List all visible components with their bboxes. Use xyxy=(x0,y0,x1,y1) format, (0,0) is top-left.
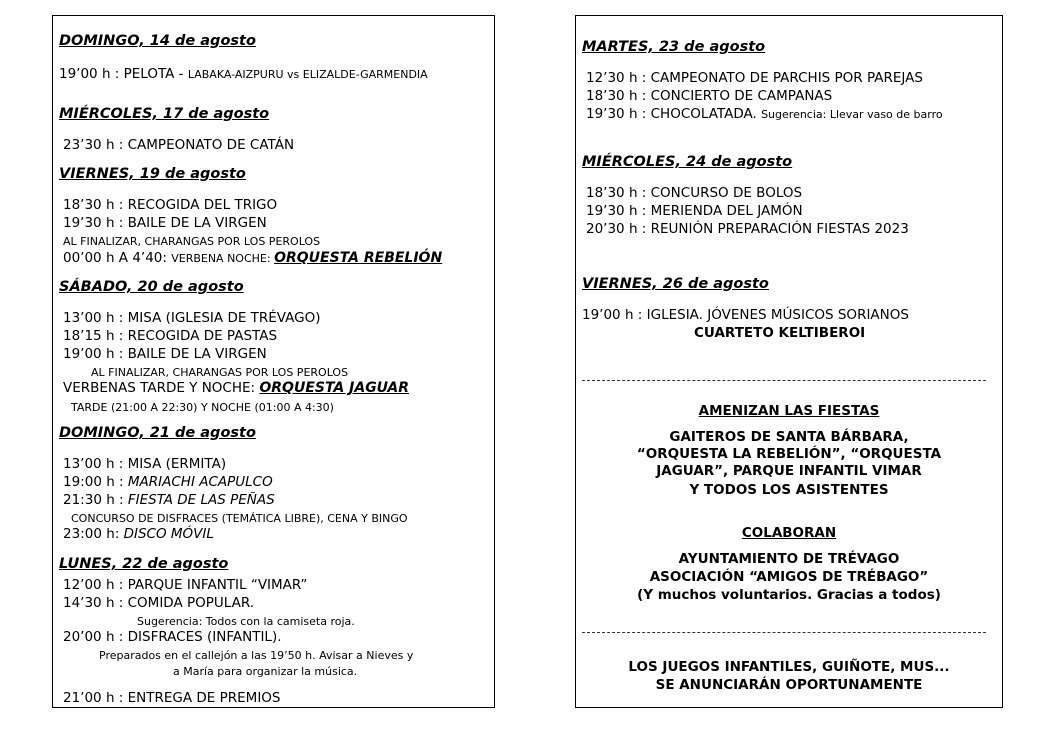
event-line: 23’30 h : CAMPEONATO DE CATÁN xyxy=(63,137,295,153)
event-line: 00’00 h A 4’40: VERBENA NOCHE: ORQUESTA REBELIÓN xyxy=(63,250,443,266)
event-line: 13’00 h : MISA (ERMITA) xyxy=(63,456,227,472)
event-line: 19’30 h : CHOCOLATADA. Sugerencia: Llevar vaso de barro xyxy=(586,106,943,122)
colaboran-line: AYUNTAMIENTO DE TRÉVAGO xyxy=(678,551,900,567)
event-line: 18’30 h : RECOGIDA DEL TRIGO xyxy=(63,197,278,213)
event-line: 13’00 h : MISA (IGLESIA DE TRÉVAGO) xyxy=(63,310,321,326)
event-note: AL FINALIZAR, CHARANGAS POR LOS PEROLOS xyxy=(63,235,321,248)
event-note: TARDE (21:00 A 22:30) Y NOCHE (01:00 A 4:30) xyxy=(71,401,334,414)
amenizan-line: JAGUAR”, PARQUE INFANTIL VIMAR xyxy=(656,463,922,479)
day-heading-24: MIÉRCOLES, 24 de agosto xyxy=(582,154,793,170)
event-note: Sugerencia: Todos con la camiseta roja. xyxy=(137,615,355,628)
orquesta-rebelion-label: ORQUESTA REBELIÓN xyxy=(274,250,443,266)
amenizan-line: “ORQUESTA LA REBELIÓN”, “ORQUESTA xyxy=(636,446,942,462)
left-program-panel xyxy=(52,15,495,708)
event-line: 12’30 h : CAMPEONATO DE PARCHIS POR PAREJAS xyxy=(586,70,923,86)
day-heading-17: MIÉRCOLES, 17 de agosto xyxy=(59,106,270,122)
event-line: 19’00 h : BAILE DE LA VIRGEN xyxy=(63,346,267,362)
event-note: Preparados en el callejón a las 19’50 h. Avisar a Nieves y xyxy=(99,649,414,662)
colaboran-line: ASOCIACIÓN “AMIGOS DE TRÉBAGO” xyxy=(649,569,929,585)
day-heading-22: LUNES, 22 de agosto xyxy=(59,556,229,572)
event-line: 20’00 h : DISFRACES (INFANTIL). xyxy=(63,629,282,645)
day-heading-19: VIERNES, 19 de agosto xyxy=(59,166,246,182)
amenizan-line: Y TODOS LOS ASISTENTES xyxy=(689,482,889,498)
day-heading-14: DOMINGO, 14 de agosto xyxy=(59,33,256,49)
event-note: a María para organizar la música. xyxy=(173,665,358,678)
event-line: 21’00 h : ENTREGA DE PREMIOS xyxy=(63,690,281,706)
event-line: 19:00 h : MARIACHI ACAPULCO xyxy=(63,474,273,490)
event-line: 19’00 h : PELOTA - LABAKA-AIZPURU vs ELIZALDE-GARMENDIA xyxy=(59,66,428,82)
event-line: CUARTETO KELTIBEROI xyxy=(694,325,866,341)
amenizan-title: AMENIZAN LAS FIESTAS xyxy=(698,403,880,419)
event-note: CONCURSO DE DISFRACES (TEMÁTICA LIBRE), CENA Y BINGO xyxy=(71,512,408,525)
event-line: 18’30 h : CONCIERTO DE CAMPANAS xyxy=(586,88,833,104)
orquesta-jaguar-label: ORQUESTA JAGUAR xyxy=(259,380,410,396)
event-line: 21:30 h : FIESTA DE LAS PEÑAS xyxy=(63,492,275,508)
day-heading-20: SÁBADO, 20 de agosto xyxy=(59,279,244,295)
event-note: AL FINALIZAR, CHARANGAS POR LOS PEROLOS xyxy=(91,366,349,379)
day-heading-26: VIERNES, 26 de agosto xyxy=(582,276,769,292)
event-line: 12’00 h : PARQUE INFANTIL “VIMAR” xyxy=(63,577,308,593)
event-line: 23:00 h: DISCO MÓVIL xyxy=(63,526,214,542)
event-line: 18’30 h : CONCURSO DE BOLOS xyxy=(586,185,803,201)
colaboran-title: COLABORAN xyxy=(741,525,837,541)
amenizan-line: GAITEROS DE SANTA BÁRBARA, xyxy=(669,429,909,445)
event-line: 19’00 h : IGLESIA. JÓVENES MÚSICOS SORIANOS xyxy=(582,307,909,323)
event-line: 18’15 h : RECOGIDA DE PASTAS xyxy=(63,328,278,344)
day-heading-21: DOMINGO, 21 de agosto xyxy=(59,425,256,441)
event-line: 20’30 h : REUNIÓN PREPARACIÓN FIESTAS 2023 xyxy=(586,221,909,237)
day-heading-23: MARTES, 23 de agosto xyxy=(582,39,766,55)
event-line: 19’30 h : BAILE DE LA VIRGEN xyxy=(63,215,267,231)
footer-line: LOS JUEGOS INFANTILES, GUIÑOTE, MUS... xyxy=(628,659,950,675)
colaboran-line: (Y muchos voluntarios. Gracias a todos) xyxy=(637,587,941,603)
event-line: 19’30 h : MERIENDA DEL JAMÓN xyxy=(586,203,803,219)
event-line: 14’30 h : COMIDA POPULAR. xyxy=(63,595,255,611)
separator xyxy=(582,632,986,633)
footer-line: SE ANUNCIARÁN OPORTUNAMENTE xyxy=(655,677,923,693)
separator xyxy=(582,380,986,381)
right-program-panel xyxy=(575,15,1003,708)
event-line: VERBENAS TARDE Y NOCHE: ORQUESTA JAGUAR xyxy=(63,380,410,396)
